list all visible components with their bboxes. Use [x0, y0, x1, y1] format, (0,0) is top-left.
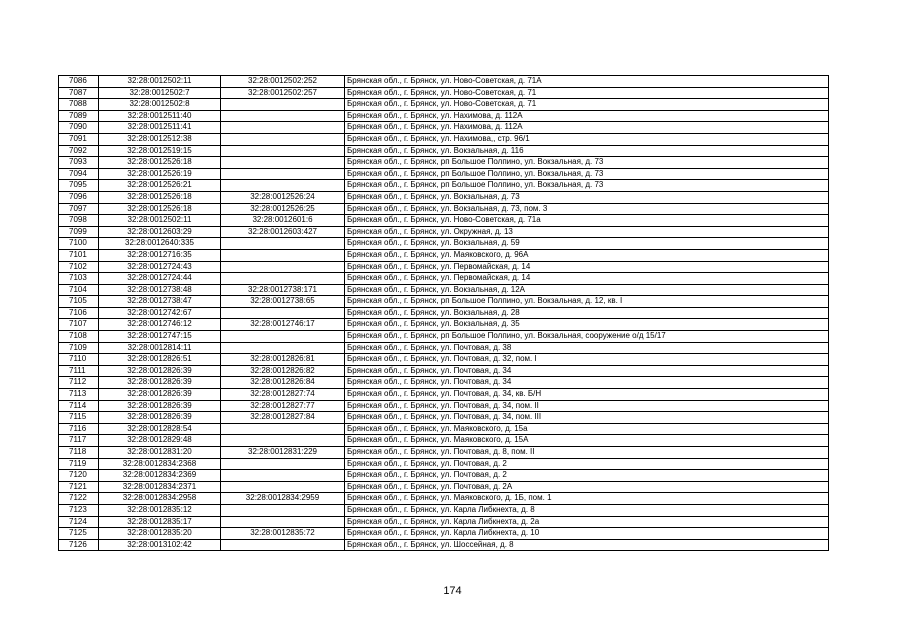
- table-row: [59, 226, 829, 238]
- address-cell: Брянская обл., г. Брянск, ул. Почтовая, д. 34, пом. III: [345, 412, 829, 424]
- related-cadastral-number-cell: 32:28:0012738:171: [221, 284, 345, 296]
- cadastral-number-cell: 32:28:0012526:21: [99, 180, 221, 192]
- cadastral-number-cell: 32:28:0012724:43: [99, 261, 221, 273]
- cadastral-number-cell: 32:28:0012826:39: [99, 412, 221, 424]
- related-cadastral-number-cell: [221, 168, 345, 180]
- row-number-cell: 7108: [59, 331, 99, 343]
- address-cell: Брянская обл., г. Брянск, ул. Нахимова, д. 112А: [345, 110, 829, 122]
- cadastral-number-cell: 32:28:0013102:42: [99, 539, 221, 551]
- table-row: [59, 133, 829, 145]
- related-cadastral-number-cell: [221, 273, 345, 285]
- cadastral-number-cell: 32:28:0012502:11: [99, 215, 221, 227]
- row-number-cell: 7122: [59, 493, 99, 505]
- related-cadastral-number-cell: [221, 331, 345, 343]
- address-cell: Брянская обл., г. Брянск, рп Большое Полпино, ул. Вокзальная, д. 73: [345, 168, 829, 180]
- table-row: [59, 423, 829, 435]
- row-number-cell: 7106: [59, 307, 99, 319]
- cadastral-number-cell: 32:28:0012526:18: [99, 191, 221, 203]
- related-cadastral-number-cell: 32:28:0012827:74: [221, 389, 345, 401]
- related-cadastral-number-cell: [221, 470, 345, 482]
- table-row: [59, 493, 829, 505]
- cadastral-number-cell: 32:28:0012502:11: [99, 76, 221, 88]
- row-number-cell: 7120: [59, 470, 99, 482]
- cadastral-number-cell: 32:28:0012603:29: [99, 226, 221, 238]
- address-cell: Брянская обл., г. Брянск, ул. Вокзальная, д. 59: [345, 238, 829, 250]
- address-cell: Брянская обл., г. Брянск, ул. Карла Либкнехта, д. 10: [345, 528, 829, 540]
- table-row: [59, 342, 829, 354]
- address-cell: Брянская обл., г. Брянск, рп Большое Полпино, ул. Вокзальная, сооружение о/д 15/17: [345, 331, 829, 343]
- table-row: [59, 447, 829, 459]
- address-cell: Брянская обл., г. Брянск, ул. Карла Либкнехта, д. 2а: [345, 516, 829, 528]
- address-cell: Брянская обл., г. Брянск, ул. Вокзальная, д. 73: [345, 191, 829, 203]
- table-row: [59, 435, 829, 447]
- related-cadastral-number-cell: [221, 307, 345, 319]
- related-cadastral-number-cell: 32:28:0012526:25: [221, 203, 345, 215]
- related-cadastral-number-cell: 32:28:0012835:72: [221, 528, 345, 540]
- table-row: [59, 365, 829, 377]
- address-cell: Брянская обл., г. Брянск, ул. Маяковского, д. 96А: [345, 249, 829, 261]
- cadastral-number-cell: 32:28:0012834:2958: [99, 493, 221, 505]
- related-cadastral-number-cell: [221, 110, 345, 122]
- related-cadastral-number-cell: [221, 249, 345, 261]
- cadastral-number-cell: 32:28:0012835:17: [99, 516, 221, 528]
- address-cell: Брянская обл., г. Брянск, ул. Почтовая, д. 34, кв. Б/Н: [345, 389, 829, 401]
- related-cadastral-number-cell: [221, 122, 345, 134]
- address-cell: Брянская обл., г. Брянск, ул. Почтовая, д. 34, пом. II: [345, 400, 829, 412]
- cadastral-number-cell: 32:28:0012834:2371: [99, 481, 221, 493]
- table-row: [59, 249, 829, 261]
- row-number-cell: 7087: [59, 87, 99, 99]
- table-row: [59, 145, 829, 157]
- table-row: [59, 400, 829, 412]
- address-cell: Брянская обл., г. Брянск, ул. Почтовая, д. 38: [345, 342, 829, 354]
- row-number-cell: 7104: [59, 284, 99, 296]
- address-cell: Брянская обл., г. Брянск, ул. Первомайская, д. 14: [345, 273, 829, 285]
- cadastral-number-cell: 32:28:0012724:44: [99, 273, 221, 285]
- related-cadastral-number-cell: [221, 238, 345, 250]
- related-cadastral-number-cell: [221, 157, 345, 169]
- row-number-cell: 7092: [59, 145, 99, 157]
- cadastral-number-cell: 32:28:0012512:38: [99, 133, 221, 145]
- address-cell: Брянская обл., г. Брянск, ул. Маяковского, д. 15а: [345, 423, 829, 435]
- cadastral-number-cell: 32:28:0012829:48: [99, 435, 221, 447]
- cadastral-number-cell: 32:28:0012835:20: [99, 528, 221, 540]
- table-row: [59, 516, 829, 528]
- related-cadastral-number-cell: [221, 342, 345, 354]
- address-cell: Брянская обл., г. Брянск, ул. Нахимова,, стр. 96/1: [345, 133, 829, 145]
- cadastral-number-cell: 32:28:0012747:15: [99, 331, 221, 343]
- related-cadastral-number-cell: [221, 423, 345, 435]
- table-row: [59, 122, 829, 134]
- cadastral-number-cell: 32:28:0012826:39: [99, 389, 221, 401]
- table-row: [59, 273, 829, 285]
- cadastral-number-cell: 32:28:0012831:20: [99, 447, 221, 459]
- table-row: [59, 76, 829, 88]
- address-cell: Брянская обл., г. Брянск, ул. Вокзальная, д. 116: [345, 145, 829, 157]
- row-number-cell: 7095: [59, 180, 99, 192]
- cadastral-number-cell: 32:28:0012526:18: [99, 157, 221, 169]
- table-row: [59, 215, 829, 227]
- table-row: [59, 412, 829, 424]
- table-row: [59, 389, 829, 401]
- table-row: [59, 528, 829, 540]
- related-cadastral-number-cell: [221, 145, 345, 157]
- cadastral-number-cell: 32:28:0012746:12: [99, 319, 221, 331]
- table-row: [59, 203, 829, 215]
- table-row: [59, 238, 829, 250]
- row-number-cell: 7125: [59, 528, 99, 540]
- address-cell: Брянская обл., г. Брянск, ул. Нахимова, д. 112А: [345, 122, 829, 134]
- row-number-cell: 7118: [59, 447, 99, 459]
- address-cell: Брянская обл., г. Брянск, ул. Вокзальная, д. 12А: [345, 284, 829, 296]
- row-number-cell: 7086: [59, 76, 99, 88]
- related-cadastral-number-cell: 32:28:0012826:82: [221, 365, 345, 377]
- related-cadastral-number-cell: 32:28:0012826:81: [221, 354, 345, 366]
- row-number-cell: 7121: [59, 481, 99, 493]
- page-number: 174: [443, 585, 462, 597]
- table-row: [59, 319, 829, 331]
- row-number-cell: 7113: [59, 389, 99, 401]
- address-cell: Брянская обл., г. Брянск, ул. Первомайская, д. 14: [345, 261, 829, 273]
- table-row: [59, 377, 829, 389]
- table-row: [59, 180, 829, 192]
- table-row: [59, 261, 829, 273]
- cadastral-number-cell: 32:28:0012502:7: [99, 87, 221, 99]
- row-number-cell: 7123: [59, 504, 99, 516]
- related-cadastral-number-cell: [221, 504, 345, 516]
- table-row: [59, 87, 829, 99]
- table-row: [59, 157, 829, 169]
- related-cadastral-number-cell: 32:28:0012502:257: [221, 87, 345, 99]
- cadastral-number-cell: 32:28:0012742:67: [99, 307, 221, 319]
- row-number-cell: 7126: [59, 539, 99, 551]
- related-cadastral-number-cell: 32:28:0012603:427: [221, 226, 345, 238]
- table-row: [59, 458, 829, 470]
- address-cell: Брянская обл., г. Брянск, ул. Ново-Советская, д. 71А: [345, 76, 829, 88]
- row-number-cell: 7105: [59, 296, 99, 308]
- address-cell: Брянская обл., г. Брянск, ул. Маяковского, д. 15А: [345, 435, 829, 447]
- related-cadastral-number-cell: [221, 458, 345, 470]
- row-number-cell: 7100: [59, 238, 99, 250]
- row-number-cell: 7109: [59, 342, 99, 354]
- address-cell: Брянская обл., г. Брянск, ул. Вокзальная, д. 73, пом. 3: [345, 203, 829, 215]
- row-number-cell: 7119: [59, 458, 99, 470]
- address-cell: Брянская обл., г. Брянск, ул. Почтовая, д. 32, пом. I: [345, 354, 829, 366]
- cadastral-number-cell: 32:28:0012828:54: [99, 423, 221, 435]
- table-row: [59, 191, 829, 203]
- cadastral-number-cell: 32:28:0012826:39: [99, 377, 221, 389]
- cadastral-number-cell: 32:28:0012511:41: [99, 122, 221, 134]
- cadastral-number-cell: 32:28:0012526:19: [99, 168, 221, 180]
- table-row: [59, 504, 829, 516]
- address-cell: Брянская обл., г. Брянск, ул. Ново-Советская, д. 71а: [345, 215, 829, 227]
- cadastral-number-cell: 32:28:0012826:51: [99, 354, 221, 366]
- row-number-cell: 7094: [59, 168, 99, 180]
- row-number-cell: 7088: [59, 99, 99, 111]
- row-number-cell: 7111: [59, 365, 99, 377]
- address-cell: Брянская обл., г. Брянск, ул. Почтовая, д. 2А: [345, 481, 829, 493]
- related-cadastral-number-cell: [221, 99, 345, 111]
- row-number-cell: 7116: [59, 423, 99, 435]
- table-row: [59, 354, 829, 366]
- cadastral-number-cell: 32:28:0012716:35: [99, 249, 221, 261]
- cadastral-number-cell: 32:28:0012511:40: [99, 110, 221, 122]
- related-cadastral-number-cell: 32:28:0012834:2959: [221, 493, 345, 505]
- row-number-cell: 7102: [59, 261, 99, 273]
- cadastral-number-cell: 32:28:0012834:2368: [99, 458, 221, 470]
- cadastral-number-cell: 32:28:0012640:335: [99, 238, 221, 250]
- address-cell: Брянская обл., г. Брянск, рп Большое Полпино, ул. Вокзальная, д. 73: [345, 180, 829, 192]
- table-row: [59, 481, 829, 493]
- address-cell: Брянская обл., г. Брянск, ул. Почтовая, д. 8, пом. II: [345, 447, 829, 459]
- table-row: [59, 307, 829, 319]
- row-number-cell: 7124: [59, 516, 99, 528]
- table-row: [59, 284, 829, 296]
- property-table-body: [59, 76, 829, 551]
- related-cadastral-number-cell: 32:28:0012831:229: [221, 447, 345, 459]
- address-cell: Брянская обл., г. Брянск, рп Большое Полпино, ул. Вокзальная, д. 73: [345, 157, 829, 169]
- address-cell: Брянская обл., г. Брянск, ул. Почтовая, д. 34: [345, 365, 829, 377]
- address-cell: Брянская обл., г. Брянск, ул. Почтовая, д. 2: [345, 470, 829, 482]
- table-row: [59, 331, 829, 343]
- row-number-cell: 7098: [59, 215, 99, 227]
- row-number-cell: 7090: [59, 122, 99, 134]
- address-cell: Брянская обл., г. Брянск, ул. Окружная, д. 13: [345, 226, 829, 238]
- related-cadastral-number-cell: 32:28:0012601:6: [221, 215, 345, 227]
- table-row: [59, 110, 829, 122]
- row-number-cell: 7101: [59, 249, 99, 261]
- related-cadastral-number-cell: [221, 261, 345, 273]
- related-cadastral-number-cell: 32:28:0012746:17: [221, 319, 345, 331]
- row-number-cell: 7091: [59, 133, 99, 145]
- row-number-cell: 7107: [59, 319, 99, 331]
- related-cadastral-number-cell: [221, 481, 345, 493]
- row-number-cell: 7110: [59, 354, 99, 366]
- related-cadastral-number-cell: [221, 435, 345, 447]
- row-number-cell: 7115: [59, 412, 99, 424]
- row-number-cell: 7093: [59, 157, 99, 169]
- address-cell: Брянская обл., г. Брянск, ул. Вокзальная, д. 35: [345, 319, 829, 331]
- related-cadastral-number-cell: 32:28:0012526:24: [221, 191, 345, 203]
- row-number-cell: 7112: [59, 377, 99, 389]
- address-cell: Брянская обл., г. Брянск, ул. Маяковского, д. 1Б, пом. 1: [345, 493, 829, 505]
- row-number-cell: 7097: [59, 203, 99, 215]
- cadastral-number-cell: 32:28:0012834:2369: [99, 470, 221, 482]
- table-row: [59, 539, 829, 551]
- row-number-cell: 7096: [59, 191, 99, 203]
- address-cell: Брянская обл., г. Брянск, ул. Почтовая, д. 2: [345, 458, 829, 470]
- cadastral-number-cell: 32:28:0012814:11: [99, 342, 221, 354]
- table-row: [59, 168, 829, 180]
- related-cadastral-number-cell: [221, 516, 345, 528]
- address-cell: Брянская обл., г. Брянск, ул. Ново-Советская, д. 71: [345, 87, 829, 99]
- address-cell: Брянская обл., г. Брянск, ул. Карла Либкнехта, д. 8: [345, 504, 829, 516]
- address-cell: Брянская обл., г. Брянск, ул. Ново-Советская, д. 71: [345, 99, 829, 111]
- address-cell: Брянская обл., г. Брянск, рп Большое Полпино, ул. Вокзальная, д. 12, кв. I: [345, 296, 829, 308]
- cadastral-number-cell: 32:28:0012738:48: [99, 284, 221, 296]
- row-number-cell: 7117: [59, 435, 99, 447]
- related-cadastral-number-cell: [221, 539, 345, 551]
- row-number-cell: 7114: [59, 400, 99, 412]
- cadastral-number-cell: 32:28:0012826:39: [99, 400, 221, 412]
- related-cadastral-number-cell: 32:28:0012826:84: [221, 377, 345, 389]
- related-cadastral-number-cell: 32:28:0012502:252: [221, 76, 345, 88]
- row-number-cell: 7103: [59, 273, 99, 285]
- table-row: [59, 470, 829, 482]
- address-cell: Брянская обл., г. Брянск, ул. Почтовая, д. 34: [345, 377, 829, 389]
- cadastral-number-cell: 32:28:0012502:8: [99, 99, 221, 111]
- related-cadastral-number-cell: 32:28:0012827:84: [221, 412, 345, 424]
- cadastral-number-cell: 32:28:0012835:12: [99, 504, 221, 516]
- row-number-cell: 7099: [59, 226, 99, 238]
- related-cadastral-number-cell: 32:28:0012827:77: [221, 400, 345, 412]
- related-cadastral-number-cell: [221, 133, 345, 145]
- cadastral-number-cell: 32:28:0012519:15: [99, 145, 221, 157]
- cadastral-number-cell: 32:28:0012526:18: [99, 203, 221, 215]
- related-cadastral-number-cell: [221, 180, 345, 192]
- related-cadastral-number-cell: 32:28:0012738:65: [221, 296, 345, 308]
- row-number-cell: 7089: [59, 110, 99, 122]
- cadastral-number-cell: 32:28:0012738:47: [99, 296, 221, 308]
- table-row: [59, 99, 829, 111]
- property-table: [58, 75, 829, 551]
- address-cell: Брянская обл., г. Брянск, ул. Шоссейная, д. 8: [345, 539, 829, 551]
- table-row: [59, 296, 829, 308]
- cadastral-number-cell: 32:28:0012826:39: [99, 365, 221, 377]
- address-cell: Брянская обл., г. Брянск, ул. Вокзальная, д. 28: [345, 307, 829, 319]
